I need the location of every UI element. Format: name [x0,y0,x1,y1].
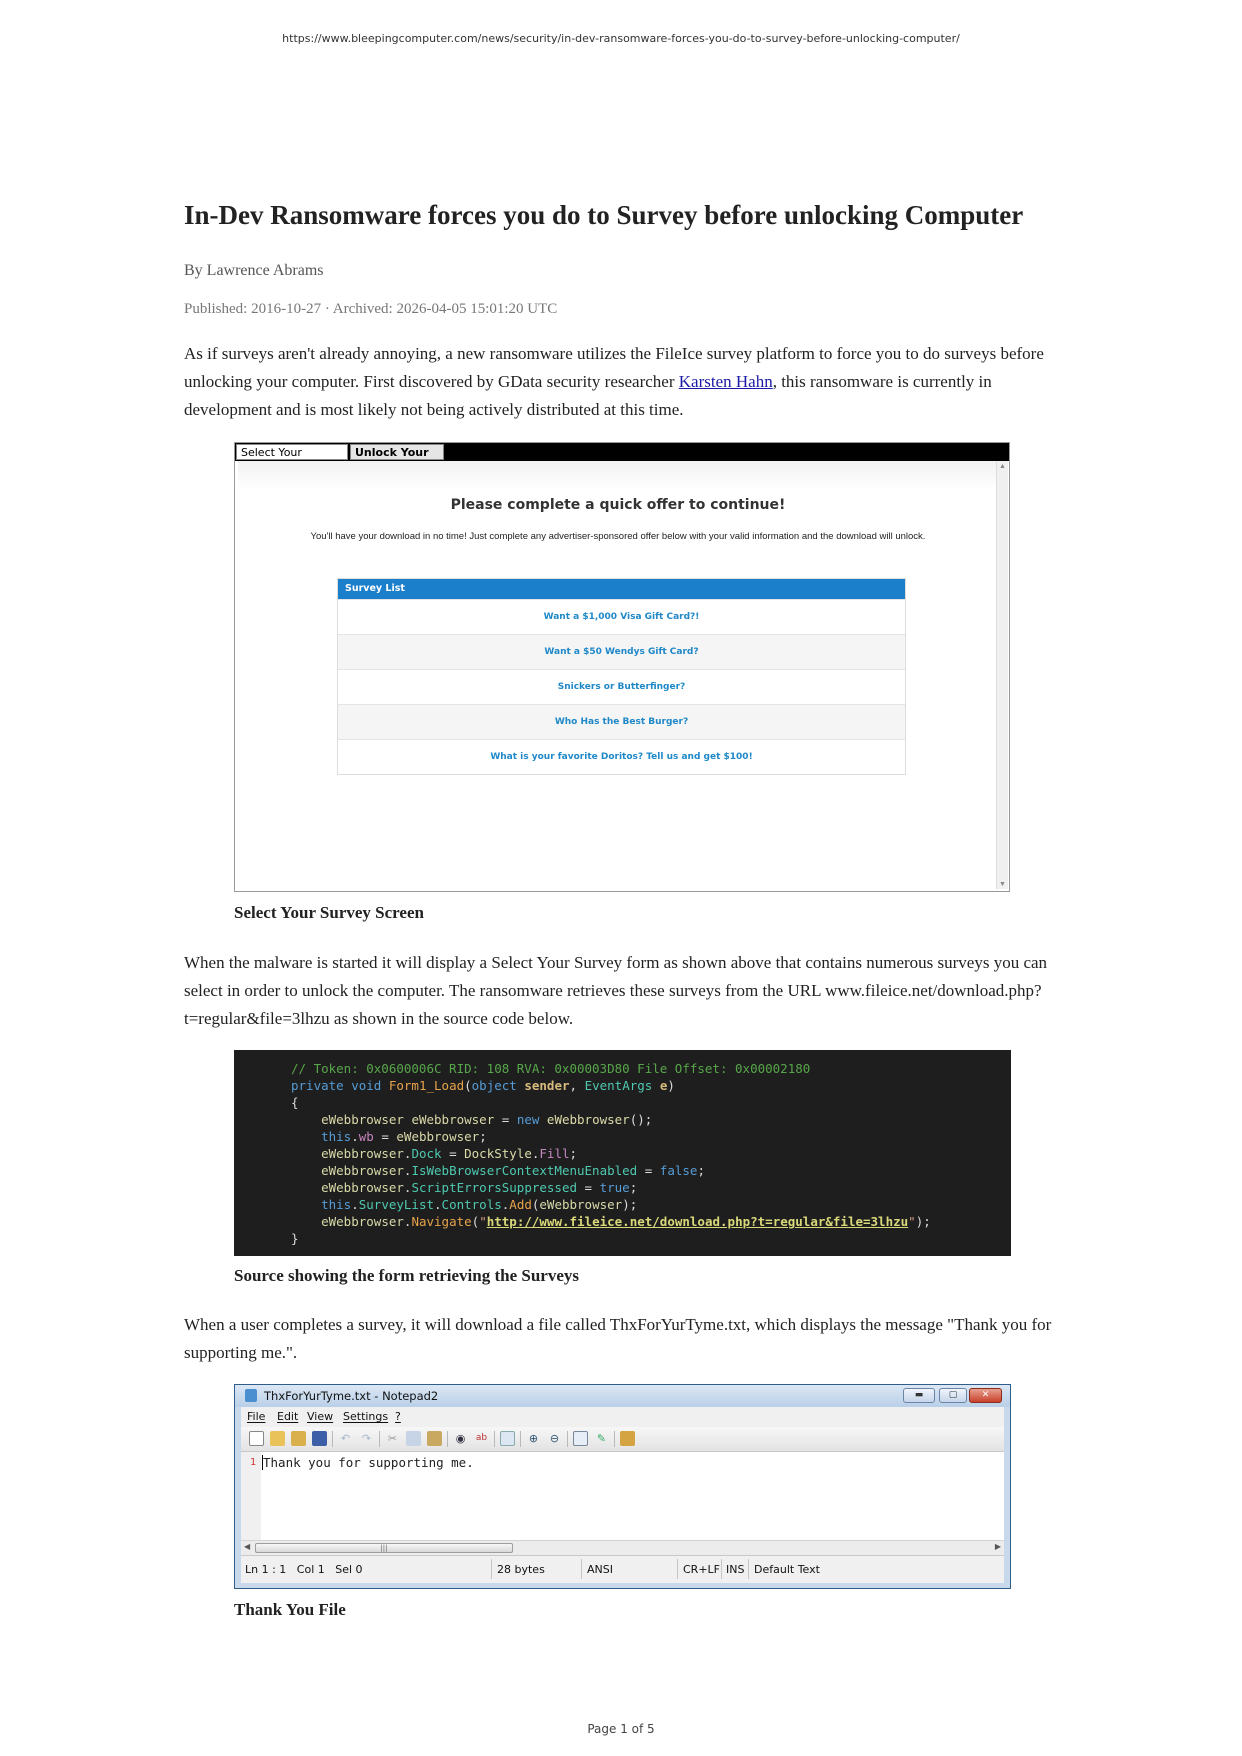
survey-item[interactable]: What is your favorite Doritos? Tell us and get $100! [338,739,905,774]
code-url: http://www.fileice.net/download.php?t=regular&file=3lhzu [486,1214,909,1229]
survey-item[interactable]: Want a $50 Wendys Gift Card? [338,634,905,669]
copy-icon[interactable] [406,1431,421,1446]
minimize-icon[interactable]: ▬ [903,1388,935,1403]
figure-caption-survey: Select Your Survey Screen [234,903,424,922]
status-size: 28 bytes [497,1563,545,1576]
survey-subtext: You'll have your download in no time! Just complete any advertiser-sponsored offer below with your valid information and the download will unlock. [310,531,926,542]
zoom-in-icon[interactable]: ⊕ [528,1432,539,1445]
article-paragraph-1 [184,340,1062,424]
code-screenshot [234,1050,1011,1256]
article-paragraph-2: When the malware is started it will display a Select Your Survey form as shown above that contains numerous surveys you can select in order to unlock the computer. The ransomware retrieves these surveys from the URL www.fileice.net/download.php?t=regular&file=3lhzu as shown in the source code below. [184,953,1048,1028]
survey-item[interactable]: Want a $1,000 Visa Gift Card?! [338,599,905,634]
exit-icon[interactable] [620,1431,635,1446]
status-scheme: Default Text [754,1563,820,1576]
tab-unlock-your-pc[interactable]: Unlock Your [350,444,444,460]
article-paragraph-3: When a user completes a survey, it will download a file called ThxForYurTyme.txt, which displays the message "Thank you for supporting me.". [184,1315,1052,1362]
menu-settings[interactable]: Settings [343,1410,389,1423]
status-encoding: ANSI [587,1563,613,1576]
scroll-down-arrow-icon[interactable]: ▼ [999,880,1006,888]
status-mode: INS [726,1563,745,1576]
status-position: Ln 1 : 1 Col 1 Sel 0 [245,1563,363,1576]
survey-screenshot [234,442,1010,892]
editor-line-text: Thank you for supporting me. [263,1455,474,1470]
maximize-icon[interactable]: ▢ [939,1388,967,1403]
paragraph-1-text-a: As if surveys aren't already annoying, a new ransomware utilizes the FileIce survey platform to force you to do surveys before unlocking your computer. First discovered by GData security researcher [184,344,1044,391]
status-divider [677,1559,678,1579]
menu-edit[interactable]: Edit [277,1410,299,1423]
article-meta: Published: 2016-10-27 · Archived: 2026-04-05 15:01:20 UTC [184,301,558,317]
survey-list [337,578,906,775]
toolbar-separator [447,1431,448,1447]
scroll-up-arrow-icon[interactable]: ▲ [999,462,1006,470]
notepad-app-icon [245,1389,257,1402]
code-block: // Token: 0x0600006C RID: 108 RVA: 0x00003D80 File Offset: 0x00002180 private void Form1_Load(object sender, EventArgs e) { eWebbrowser eWebbrowser = new eWebbrowser(); this.wb = eWebbrowser; eWebbrowser.Dock = DockStyle.Fill; eWebbrowser.IsWebBrowserContextMenuEnabled = false; eWebbrowser.ScriptErrorsSuppressed = true; this.SurveyList.Controls.Add(eWebbrowser); eWebbrowser.Navigate("http://www.fileice.net/download.php?t=regular&file=3lhzu"); } [291,1061,931,1246]
page-number: Page 1 of 5 [587,1722,655,1736]
zoom-out-icon[interactable]: ⊖ [549,1432,560,1445]
menu-help[interactable]: ? [395,1410,401,1423]
cut-icon[interactable]: ✂ [387,1432,398,1445]
status-divider [721,1559,722,1579]
tab-select-your-survey[interactable]: Select Your [236,444,348,460]
scroll-right-arrow-icon[interactable]: ▶ [994,1542,1001,1551]
close-icon[interactable]: ✕ [969,1388,1002,1403]
open-folder-icon[interactable] [270,1431,285,1446]
undo-icon[interactable]: ↶ [340,1432,351,1445]
scroll-left-arrow-icon[interactable]: ◀ [244,1542,251,1551]
notepad-title: ThxForYurTyme.txt - Notepad2 [264,1389,439,1403]
replace-icon[interactable]: ab [475,1433,488,1443]
researcher-link[interactable]: Karsten Hahn [678,372,773,391]
word-wrap-icon[interactable] [573,1431,588,1446]
survey-tab-bar [235,443,1009,461]
scrollbar-thumb[interactable]: ||| [255,1543,513,1553]
survey-heading: Please complete a quick offer to continue! [450,497,786,513]
status-divider [581,1559,582,1579]
notepad-screenshot [234,1384,1011,1589]
toolbar-separator [614,1431,615,1447]
toolbar-separator [520,1431,521,1447]
article-title: In-Dev Ransomware forces you do to Survey before unlocking Computer [184,200,1024,230]
status-divider [491,1559,492,1579]
horizontal-scrollbar[interactable] [241,1540,1004,1555]
notepad-statusbar [241,1555,1004,1583]
status-divider [748,1559,749,1579]
goto-icon[interactable] [500,1431,515,1446]
save-icon[interactable] [312,1431,327,1446]
notepad-toolbar [241,1427,1004,1452]
survey-content-area [238,461,997,889]
notepad-editor[interactable] [241,1452,1004,1540]
code-comment: // Token: 0x0600006C RID: 108 RVA: 0x00003D80 File Offset: 0x00002180 [291,1061,811,1076]
menu-view[interactable]: View [307,1410,334,1423]
redo-icon[interactable]: ↷ [361,1432,372,1445]
survey-item[interactable]: Who Has the Best Burger? [338,704,905,739]
scheme-icon[interactable]: ✎ [596,1432,607,1445]
survey-scrollbar[interactable] [996,461,1008,889]
toolbar-separator [494,1431,495,1447]
line-number: 1 [250,1457,257,1468]
find-icon[interactable]: ◉ [455,1432,466,1445]
paragraph-1-text-b: , this ransomware is currently in development and is most likely not being actively distributed at this time. [184,372,992,419]
paste-icon[interactable] [427,1431,442,1446]
survey-list-title: Survey List [338,579,905,599]
notepad-titlebar [235,1385,1010,1407]
toolbar-separator [379,1431,380,1447]
toolbar-separator [567,1431,568,1447]
figure-caption-code: Source showing the form retrieving the Surveys [234,1266,580,1285]
article-byline: By Lawrence Abrams [184,262,324,279]
line-number-gutter [241,1452,261,1540]
figure-caption-notepad: Thank You File [234,1600,346,1619]
status-line-endings: CR+LF [683,1563,720,1576]
menu-file[interactable]: File [247,1410,266,1423]
notepad-menubar [241,1407,1004,1427]
page-url-header: https://www.bleepingcomputer.com/news/security/in-dev-ransomware-forces-you-do-to-survey-before-unlocking-computer/ [282,32,960,45]
toolbar-separator [332,1431,333,1447]
browse-icon[interactable] [291,1431,306,1446]
new-file-icon[interactable] [249,1431,264,1446]
survey-item[interactable]: Snickers or Butterfinger? [338,669,905,704]
